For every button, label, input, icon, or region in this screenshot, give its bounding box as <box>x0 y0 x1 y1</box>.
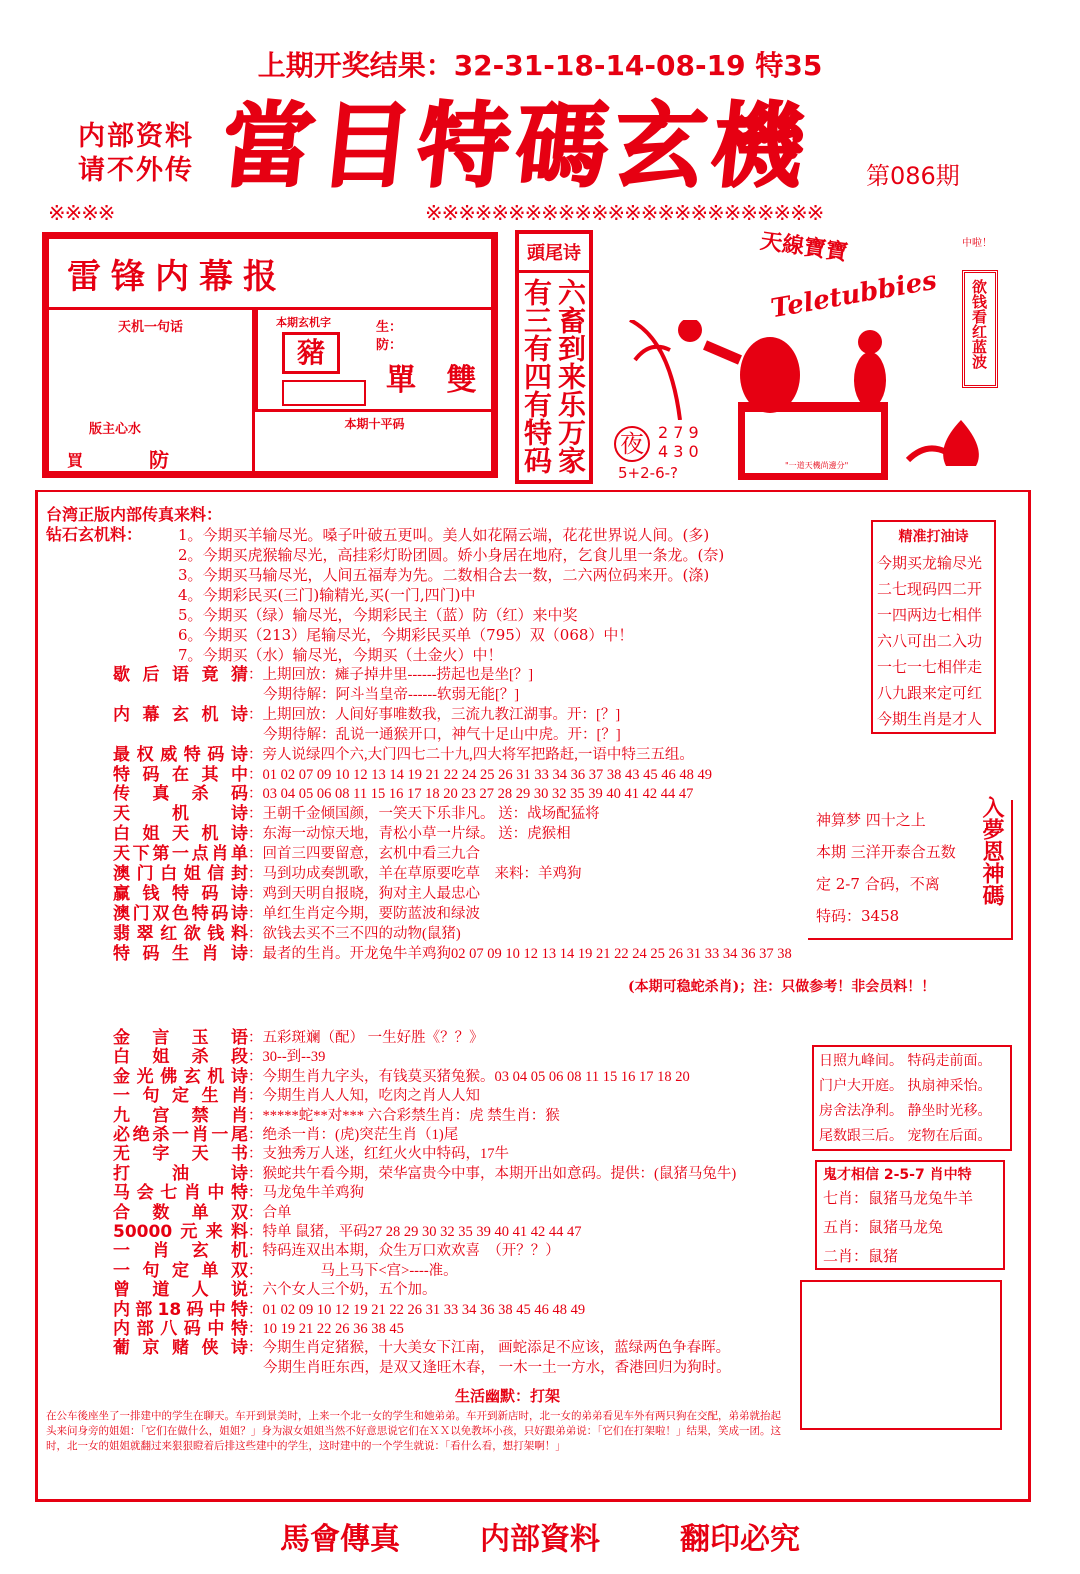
table-row <box>113 725 621 745</box>
row-label: 一句定单双 <box>113 1260 248 1281</box>
list-item: 七肖：鼠猪马龙兔牛羊 <box>823 1189 974 1207</box>
disclaimer-note: (本期可稳蛇杀肖)；注：只做参考！非会员料！！ <box>628 979 936 995</box>
table-row <box>113 1086 480 1106</box>
row-value: 单红生肖定今期，要防蓝波和绿波 <box>262 905 480 922</box>
notice-line: 内部资料 <box>78 121 194 152</box>
table-row <box>113 1358 731 1378</box>
row-value: 王朝千金倾国颜，一笑天下乐非凡。 送：战场配猛将 <box>262 806 600 823</box>
row-value: 猴蛇共午看今期，荣华富贵今中事，本期开出如意码。提供：(鼠猪马兔牛) <box>262 1165 737 1182</box>
panel-title: 天線寶寶 <box>758 228 850 266</box>
table-row <box>113 1222 582 1242</box>
banzhu-label: 版主心水 <box>89 422 142 437</box>
table-row <box>113 1203 292 1223</box>
row-label: 澳门白姐信封 <box>113 864 248 884</box>
list-item: 门户大开庭。 执扇神采怡。 <box>819 1078 992 1094</box>
footer <box>0 1514 1080 1558</box>
row-value: 鸡到天明自报晓，狗对主人最忠心 <box>262 885 480 902</box>
issue-number: 第086期 <box>866 162 960 190</box>
hint-numbers: 2 7 9 <box>658 423 699 442</box>
list-item: 二七现码四二开 <box>877 580 983 598</box>
ghost-box <box>815 1160 1005 1270</box>
tianji-label: 天机一句话 <box>117 320 183 335</box>
zhenghe-label: 本期玄机字 <box>276 316 331 329</box>
list-item: 二肖：鼠猪 <box>823 1247 899 1265</box>
star-divider: ※※※※※※※※※※※※※※※※※※※※※※※※ <box>425 201 824 225</box>
row-colon: ： <box>248 1030 263 1046</box>
row-label: 内部八码中特 <box>113 1319 248 1339</box>
table-row <box>113 844 480 864</box>
list-item: 4。今期彩民买(三门)输精光,买(一门,四门)中 <box>178 586 476 604</box>
row-colon: ： <box>248 1204 263 1221</box>
row-label: 内部18码中特 <box>113 1299 248 1320</box>
row-label: 金光佛玄机诗 <box>113 1066 248 1087</box>
row-value: 特单 鼠猪，平码27 28 29 30 32 35 39 40 41 42 44 47 <box>262 1224 582 1240</box>
row-value: 最者的生肖。开龙兔牛羊鸡狗02 07 09 10 12 13 14 19 21 22 24 25 26 31 33 34 36 37 38 <box>262 945 792 962</box>
list-item: 房舍法净利。 静坐时光移。 <box>819 1103 992 1119</box>
table-row <box>113 804 600 824</box>
table-row <box>113 685 519 705</box>
row-label: 翡翠红欲钱料 <box>113 923 248 944</box>
row-label <box>113 725 263 745</box>
list-item: 特码：3458 <box>816 907 900 925</box>
row-label: 50000元来料 <box>113 1222 248 1242</box>
row-label: 特码在其中 <box>113 764 248 785</box>
poem-column: 六畜到来乐万家 <box>554 278 587 474</box>
wave-color-hint: 欲钱看红蓝波 <box>962 270 998 388</box>
row-colon: ： <box>248 1321 263 1337</box>
hint-formula: 5+2-6-? <box>618 464 678 482</box>
doggerel-box <box>871 520 996 734</box>
row-label: 一句定生肖 <box>113 1086 248 1107</box>
row-colon: ： <box>248 1282 263 1299</box>
frame-caption: "一道天機尚邊分" <box>785 461 849 470</box>
list-item: 2。今期买虎猴输尽光，高挂彩灯盼团圆。娇小身居在地府，乞食儿里一条龙。(奈) <box>178 546 725 564</box>
row-value: 回首三四要留意，玄机中看三九合 <box>262 846 480 863</box>
row-value: 01 02 07 09 10 12 13 14 19 21 22 24 25 26 31 33 34 36 37 38 43 45 46 48 49 <box>262 766 712 783</box>
night-symbol: 夜 <box>614 426 650 462</box>
row-label: 白姐杀段 <box>113 1047 248 1068</box>
table-row <box>113 665 533 685</box>
row-value: 合单 <box>262 1204 292 1221</box>
hint-numbers: 4 3 0 <box>658 442 699 461</box>
list-item: 7。今期买（水）输尽光，今期买（土金火）中！ <box>178 646 503 664</box>
row-label: 葡京赌侠诗 <box>113 1338 248 1359</box>
head-tail-poem <box>515 230 593 484</box>
row-value: 上期回放：瘫子掉井里------捞起也是坐[？] <box>262 667 534 683</box>
table-row <box>113 705 620 725</box>
list-item: 一四两边七相伴 <box>877 606 983 624</box>
humor-text: 在公车後座坐了一排建中的学生在聊天。车开到景美时，上来一个北一女的学生和她弟弟。车开到新店时，北一女的弟弟看见车外有两只狗在交配，弟弟就抬起头来问身旁的姐姐：「它们在做什么，姐姐？」身为淑女姐姐当然不好意思说它们在ＸＸ以免教坏小孩，只好跟弟弟说：「它们在打架啦！」结果，笑成一团。这时，北一女的姐姐就翻过来狠狠瞪着后排这些建中的学生，这时建中的一个学生就说：「看什么看，想打架啊！」 <box>46 1410 781 1452</box>
list-item: 今期买龙输尽光 <box>877 554 983 572</box>
teletubbies-panel <box>610 230 1030 484</box>
internal-notice <box>78 120 194 188</box>
row-colon: ： <box>248 667 263 683</box>
row-colon: ： <box>248 826 263 843</box>
panel-title: 雷锋内幕报 <box>67 257 287 297</box>
row-colon: ： <box>248 1049 263 1066</box>
table-row <box>113 1047 325 1067</box>
row-colon: ： <box>248 1301 263 1318</box>
list-item: 今期生肖是才人 <box>877 710 983 728</box>
row-colon: ： <box>248 1165 263 1182</box>
row-colon: ： <box>248 1224 263 1240</box>
row-colon: ： <box>248 806 263 823</box>
row-colon: ： <box>248 885 263 902</box>
table-row <box>113 1300 585 1320</box>
list-item: 八九跟来定可红 <box>877 684 983 702</box>
shima-label: 本期十平码 <box>344 417 405 431</box>
table-row <box>113 1280 437 1300</box>
table-row <box>113 1028 484 1048</box>
row-value: 今期生肖旺东西，是双又逢旺木春， 一木一土一方水，香港回归为狗时。 <box>263 1359 731 1376</box>
box-title: 鬼才相信 2-5-7 肖中特 <box>823 1167 972 1183</box>
table-row <box>113 924 461 944</box>
buy-label: 買 <box>67 451 84 470</box>
dream-box <box>808 796 1013 940</box>
row-label <box>113 685 263 705</box>
table-row <box>113 884 480 904</box>
row-value: 03 04 05 06 08 11 15 16 17 18 20 23 27 28 29 30 32 35 39 40 41 42 44 47 <box>262 786 694 803</box>
row-colon: ： <box>248 925 263 942</box>
row-value: 上期回放：人间好事唯数我，三流九教江湖事。开：[？] <box>262 706 621 723</box>
footer-text: 翻印必究 <box>680 1522 800 1557</box>
row-colon: ： <box>248 846 263 863</box>
tianji-box <box>49 307 255 477</box>
row-value: 马上马下<宫>----准。 <box>262 1262 458 1279</box>
row-value: 今期生肖九字头，有钱莫买猪兔猴。03 04 05 06 08 11 15 16 17 18 20 <box>262 1068 690 1085</box>
table-row <box>113 1125 458 1145</box>
row-colon: ： <box>248 766 263 783</box>
guard-label: 防 <box>149 448 169 472</box>
row-value: 旁人说绿四个六,大门四七二十九,四大将军把路赶,一语中特三五组。 <box>262 746 694 763</box>
row-value: 10 19 21 22 26 36 38 45 <box>262 1321 404 1337</box>
last-draw-result: 上期开奖结果：32-31-18-14-08-19 特35 <box>257 49 823 82</box>
table-row <box>113 1067 690 1087</box>
row-colon: ： <box>248 1068 263 1085</box>
fire-icon <box>906 418 996 480</box>
table-row <box>113 1261 458 1281</box>
row-label: 金言玉语 <box>113 1028 248 1048</box>
row-value: 绝杀一肖：(虎)突茫生肖（1)尾 <box>262 1127 459 1143</box>
list-item: 日照九峰间。 特码走前面。 <box>819 1053 992 1069</box>
table-row <box>113 765 712 785</box>
table-row <box>113 745 694 765</box>
row-label: 特码生肖诗 <box>113 943 248 964</box>
table-row <box>113 1164 736 1184</box>
list-item: 定 2-7 合码，不离 <box>816 875 940 893</box>
row-label: 合数单双 <box>113 1202 248 1223</box>
row-value: 特码连双出本期，众生万口欢欢喜 （开？？） <box>262 1243 560 1260</box>
row-label: 无字天书 <box>113 1144 248 1165</box>
footer-text: 馬會傳真 <box>280 1522 400 1557</box>
page-title: 當目特碼玄機 <box>216 92 816 200</box>
footer-text: 内部資料 <box>480 1522 600 1557</box>
table-row <box>113 1338 730 1358</box>
intro-heading: 钻石玄机料： <box>46 525 143 544</box>
humor-title: 生活幽默：打架 <box>455 1387 561 1405</box>
blank-frame <box>738 402 888 480</box>
odd-even: 單 雙 <box>386 363 487 398</box>
row-label: 必绝杀一肖一尾 <box>113 1125 248 1145</box>
row-value: 30--到--39 <box>262 1049 326 1066</box>
row-value: 马到功成奏凯歌，羊在草原要吃草 来料：羊鸡狗 <box>262 866 582 882</box>
row-value: 今期待解：阿斗当皇帝------软弱无能[？] <box>263 686 520 703</box>
fang-label: 防： <box>376 338 403 353</box>
blank-box <box>800 1280 1002 1430</box>
list-item: 3。今期买马输尽光，人间五福寿为先。二数相合去一数，二六两位码来开。(涤) <box>178 566 710 584</box>
teletubbies-logo: Teletubbies <box>768 265 939 325</box>
list-item: 神算梦 四十之上 <box>816 811 926 829</box>
table-row <box>113 1241 560 1261</box>
row-value: 六个女人三个奶，五个加。 <box>262 1282 437 1299</box>
row-value: 今期生肖定猪猴，十大美女下江南， 画蛇添足不应该，蓝绿两色争春晖。 <box>262 1340 731 1357</box>
poem-title: 頭尾诗 <box>519 234 589 273</box>
row-colon: ： <box>248 945 263 962</box>
table-row <box>113 824 571 844</box>
row-colon: ： <box>248 786 263 803</box>
row-colon: ： <box>248 866 263 882</box>
sheng-label: 生： <box>376 320 403 335</box>
leifeng-panel <box>42 232 498 478</box>
row-value: 马龙兔牛羊鸡狗 <box>262 1185 364 1202</box>
row-colon: ： <box>248 1088 263 1105</box>
row-label: 天下第一点肖单 <box>113 844 248 865</box>
row-colon: ： <box>248 1185 263 1202</box>
row-value: 01 02 09 10 12 19 21 22 26 31 33 34 36 38 45 46 48 49 <box>262 1301 586 1318</box>
intro-heading: 台湾正版内部传真来料： <box>46 505 223 524</box>
row-value: 五彩斑斓（配） 一生好胜《？？》 <box>262 1030 484 1046</box>
row-label: 白姐天机诗 <box>113 824 248 845</box>
list-item: 一七一七相伴走 <box>877 658 983 676</box>
row-value: 今期生肖人人知，吃肉之肖人人知 <box>262 1088 480 1105</box>
row-label <box>113 1358 263 1378</box>
list-item: 五肖：鼠猪马龙兔 <box>823 1218 944 1236</box>
row-value: 东海一动惊天地，青松小草一片绿。 送：虎猴相 <box>262 826 571 843</box>
row-label: 传真杀码 <box>113 784 248 805</box>
row-label: 歇后语竟猜 <box>113 665 248 685</box>
poem-column: 有三有四有特码 <box>520 278 553 474</box>
list-item: 六八可出二入功 <box>877 632 983 650</box>
row-colon: ： <box>248 1340 263 1357</box>
row-colon: ： <box>248 905 263 922</box>
list-item: 5。今期买（绿）输尽光，今期彩民主（蓝）防（红）来中奖 <box>178 606 578 624</box>
table-row <box>113 1183 364 1203</box>
row-label: 马会七肖中特 <box>113 1183 248 1204</box>
dream-side-text: 入夢恩神碼 <box>979 796 1005 906</box>
box-title: 精准打油诗 <box>898 529 969 545</box>
table-row <box>113 1319 404 1339</box>
table-row <box>113 1144 509 1164</box>
table-row <box>113 784 693 804</box>
table-row <box>113 904 480 924</box>
row-label: 曾道人说 <box>113 1280 248 1301</box>
row-colon: ： <box>248 1262 263 1279</box>
win-note: 中啦！ <box>962 238 992 249</box>
list-item: 本期 三洋开泰合五数 <box>816 843 956 861</box>
row-label: 最权威特码诗 <box>113 744 248 765</box>
zhenghe-box <box>255 307 491 412</box>
row-label: 内幕玄机诗 <box>113 704 248 725</box>
row-colon: ： <box>248 1107 263 1124</box>
row-value: 今期待解：乱说一通猴开口，神气十足山中虎。开：[？] <box>263 726 621 743</box>
key-char: 豬 <box>282 332 340 374</box>
row-label: 九宫禁肖 <box>113 1105 248 1126</box>
row-colon: ： <box>248 1146 263 1163</box>
row-value: 支独秀万人迷，红红火火中特码，17牛 <box>262 1146 509 1163</box>
row-colon: ： <box>248 1243 263 1260</box>
row-label: 打油诗 <box>113 1163 248 1184</box>
row-value: 欲钱去买不三不四的动物(鼠猪) <box>262 925 461 942</box>
row-label: 澳门双色特码诗 <box>113 903 248 924</box>
notice-line: 请不外传 <box>78 155 194 186</box>
row-value: *****蛇**对*** 六合彩禁生肖：虎 禁生肖：猴 <box>262 1107 560 1124</box>
row-label: 赢钱特码诗 <box>113 883 248 904</box>
row-colon: ： <box>248 706 263 723</box>
row-colon: ： <box>248 746 263 763</box>
row-label: 天机诗 <box>113 804 248 825</box>
table-row <box>113 864 582 884</box>
list-item: 6。今期买（213）尾输尽光，今期彩民买单（795）双（068）中！ <box>178 626 634 644</box>
list-item: 尾数跟三后。 宠物在后面。 <box>819 1128 992 1144</box>
star-divider: ※※※※ <box>48 201 115 225</box>
row-label: 一肖玄机 <box>113 1241 248 1262</box>
table-row <box>113 1106 560 1126</box>
table-row <box>113 944 792 964</box>
verse-box <box>812 1045 1012 1151</box>
row-colon: ： <box>248 1127 263 1143</box>
list-item: 1。今期买羊输尽光。嗓子叶破五更叫。美人如花隔云端，花花世界说人间。(多) <box>178 526 710 544</box>
